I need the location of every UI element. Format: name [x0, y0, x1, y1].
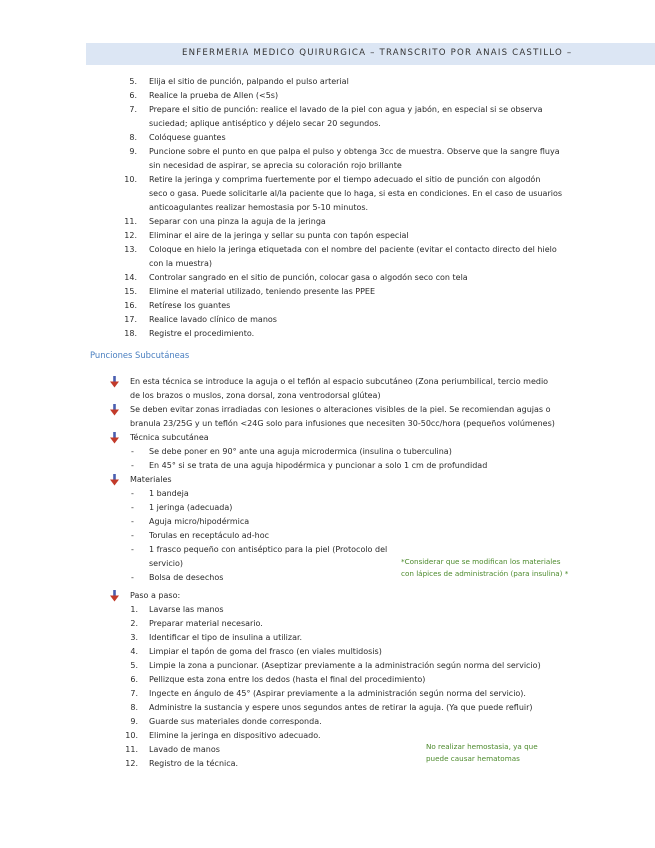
list-number: 9. [129, 147, 137, 156]
text-row [0, 215, 655, 229]
materiales-label: Materiales [130, 475, 172, 484]
note-line: puede causar hematomas [426, 754, 520, 763]
list-number: 17. [124, 315, 137, 324]
arrow-bullet-icon [110, 404, 119, 416]
note-line: No realizar hemostasia, ya que [426, 742, 538, 751]
text-row [0, 229, 655, 243]
text-row [0, 617, 655, 631]
text-row [0, 501, 655, 515]
dash-bullet: - [131, 489, 134, 498]
arrow-bullet-icon [110, 376, 119, 388]
list-text: Retírese los guantes [149, 301, 231, 310]
list-text: Coloque en hielo la jeringa etiquetada con el nombre del paciente (evitar el contacto directo del hielo [149, 245, 557, 254]
text-row [0, 589, 655, 603]
text-row [0, 201, 655, 215]
list-number: 18. [124, 329, 137, 338]
text-row [0, 187, 655, 201]
list-text: Preparar material necesario. [149, 619, 263, 628]
list-number: 5. [130, 661, 138, 670]
note-line: *Considerar que se modifican los materiales [401, 557, 561, 566]
list-text: Registro de la técnica. [149, 759, 239, 768]
bullet-text: Técnica subcutánea [130, 433, 209, 442]
text-row [0, 459, 655, 473]
bullet-text: Se deben evitar zonas irradiadas con lesiones o alteraciones visibles de la piel. Se recomiendan agujas o [130, 405, 551, 414]
list-text: Lavarse las manos [149, 605, 224, 614]
list-text: Realice lavado clínico de manos [149, 315, 277, 324]
list-text: anticoagulantes realizar hemostasia por 5-10 minutos. [149, 203, 369, 212]
dash-bullet: - [131, 573, 134, 582]
text-row [0, 375, 655, 389]
list-text: Lavado de manos [149, 745, 220, 754]
list-number: 11. [125, 745, 138, 754]
header-title: ENFERMERIA MEDICO QUIRURGICA – TRANSCRITO POR ANAIS CASTILLO – [182, 48, 573, 58]
arrow-bullet-icon [110, 432, 119, 444]
list-text: con la muestra) [149, 259, 212, 268]
text-row [0, 145, 655, 159]
list-text: Ingecte en ángulo de 45° (Aspirar previamente a la administración según norma del servicio). [149, 689, 526, 698]
text-row [0, 417, 655, 431]
text-row [0, 327, 655, 341]
arrow-bullet-icon [110, 474, 119, 486]
dash-bullet: - [131, 447, 134, 456]
text-row [0, 131, 655, 145]
list-text: Puncione sobre el punto en que palpa el pulso y obtenga 3cc de muestra. Observe que la sangre fluya [149, 147, 560, 156]
bullet-text: branula 23/25G y un teflón <24G solo para infusiones que necesiten 30-50cc/hora (pequeños volúmenes) [130, 419, 555, 428]
text-row [0, 743, 655, 757]
list-number: 6. [129, 91, 137, 100]
text-row [0, 603, 655, 617]
text-row [0, 243, 655, 257]
material-text: 1 jeringa (adecuada) [149, 503, 233, 512]
list-number: 12. [124, 231, 137, 240]
text-row [0, 271, 655, 285]
list-text: Pellizque esta zona entre los dedos (hasta el final del procedimiento) [149, 675, 426, 684]
sub-item-text: En 45° si se trata de una aguja hipodérmica y puncionar a solo 1 cm de profundidad [149, 461, 488, 470]
material-text: 1 frasco pequeño con antiséptico para la piel (Protocolo del [149, 545, 388, 554]
text-row [0, 515, 655, 529]
text-row [0, 103, 655, 117]
list-text: Colóquese guantes [149, 133, 226, 142]
list-text: Prepare el sitio de punción: realice el lavado de la piel con agua y jabón, en especial si se observa [149, 105, 543, 114]
text-row [0, 715, 655, 729]
list-number: 11. [124, 217, 137, 226]
material-text: Bolsa de desechos [149, 573, 224, 582]
text-row [0, 543, 655, 557]
list-text: Limpiar el tapón de goma del frasco (en viales multidosis) [149, 647, 382, 656]
text-row [0, 257, 655, 271]
list-number: 16. [124, 301, 137, 310]
list-number: 14. [124, 273, 137, 282]
text-row [0, 159, 655, 173]
list-text: Registre el procedimiento. [149, 329, 255, 338]
text-row [0, 729, 655, 743]
list-text: Retire la jeringa y comprima fuertemente por el tiempo adecuado el sitio de punción con algodón [149, 175, 541, 184]
dash-bullet: - [131, 503, 134, 512]
list-text: Identificar el tipo de insulina a utilizar. [149, 633, 303, 642]
page-header [86, 43, 655, 65]
list-number: 7. [130, 689, 138, 698]
text-row [0, 75, 655, 89]
text-row [0, 445, 655, 459]
list-number: 12. [125, 759, 138, 768]
sub-item-text: Se debe poner en 90° ante una aguja microdermica (insulina o tuberculina) [149, 447, 452, 456]
list-text: Separar con una pinza la aguja de la jeringa [149, 217, 326, 226]
text-row [0, 645, 655, 659]
list-text: seco o gasa. Puede solicitarle al/la paciente que lo haga, si esta en condiciones. En el caso de usuarios [149, 189, 563, 198]
list-number: 9. [130, 717, 138, 726]
text-row [0, 757, 655, 771]
note-hemostasia [426, 741, 538, 765]
list-number: 15. [124, 287, 137, 296]
note-materiales [401, 556, 568, 580]
text-row [0, 285, 655, 299]
list-number: 3. [130, 633, 138, 642]
material-text: servicio) [149, 559, 183, 568]
text-row [0, 487, 655, 501]
list-number: 1. [130, 605, 138, 614]
list-number: 8. [129, 133, 137, 142]
text-row [0, 299, 655, 313]
text-row [0, 473, 655, 487]
list-number: 2. [130, 619, 138, 628]
text-row [0, 313, 655, 327]
paso-label: Paso a paso: [130, 591, 181, 600]
dash-bullet: - [131, 545, 134, 554]
list-text: Guarde sus materiales donde corresponda. [149, 717, 322, 726]
text-row [0, 673, 655, 687]
dash-bullet: - [131, 461, 134, 470]
text-row [0, 701, 655, 715]
list-number: 5. [129, 77, 137, 86]
text-row [0, 631, 655, 645]
text-row [0, 687, 655, 701]
list-text: Controlar sangrado en el sitio de punción, colocar gasa o algodón seco con tela [149, 273, 468, 282]
dash-bullet: - [131, 517, 134, 526]
bullet-text: de los brazos o muslos, zona dorsal, zona ventrodorsal glútea) [130, 391, 381, 400]
text-row [0, 659, 655, 673]
list-text: Eliminar el aire de la jeringa y sellar su punta con tapón especial [149, 231, 409, 240]
bullet-text: En esta técnica se introduce la aguja o el teflón al espacio subcutáneo (Zona periumbilical, tercio medio [130, 377, 549, 386]
list-number: 10. [125, 731, 138, 740]
text-row [0, 389, 655, 403]
list-number: 4. [130, 647, 138, 656]
text-row [0, 173, 655, 187]
list-text: suciedad; aplique antiséptico y déjelo secar 20 segundos. [149, 119, 381, 128]
list-number: 13. [124, 245, 137, 254]
list-text: Realice la prueba de Allen (<5s) [149, 91, 279, 100]
material-text: 1 bandeja [149, 489, 189, 498]
text-row [0, 89, 655, 103]
list-text: Elimine la jeringa en dispositivo adecuado. [149, 731, 321, 740]
list-text: Elija el sitio de punción, palpando el pulso arterial [149, 77, 349, 86]
text-row [0, 403, 655, 417]
list-number: 8. [130, 703, 138, 712]
text-row [0, 529, 655, 543]
dash-bullet: - [131, 531, 134, 540]
text-row [0, 431, 655, 445]
material-text: Aguja micro/hipodérmica [149, 517, 250, 526]
section-title: Punciones Subcutáneas [90, 350, 190, 360]
list-text: Limpie la zona a puncionar. (Aseptizar previamente a la administración según norma del servicio) [149, 661, 541, 670]
list-text: Elimine el material utilizado, teniendo presente las PPEE [149, 287, 376, 296]
list-text: sin necesidad de aspirar, se aprecia su coloración rojo brillante [149, 161, 402, 170]
list-number: 6. [130, 675, 138, 684]
list-text: Administre la sustancia y espere unos segundos antes de retirar la aguja. (Ya que puede refluir) [149, 703, 533, 712]
arrow-bullet-icon [110, 590, 119, 602]
list-number: 10. [124, 175, 137, 184]
text-row [0, 117, 655, 131]
list-number: 7. [129, 105, 137, 114]
note-line: con lápices de administración (para insulina) * [401, 569, 569, 578]
material-text: Torulas en receptáculo ad-hoc [149, 531, 269, 540]
